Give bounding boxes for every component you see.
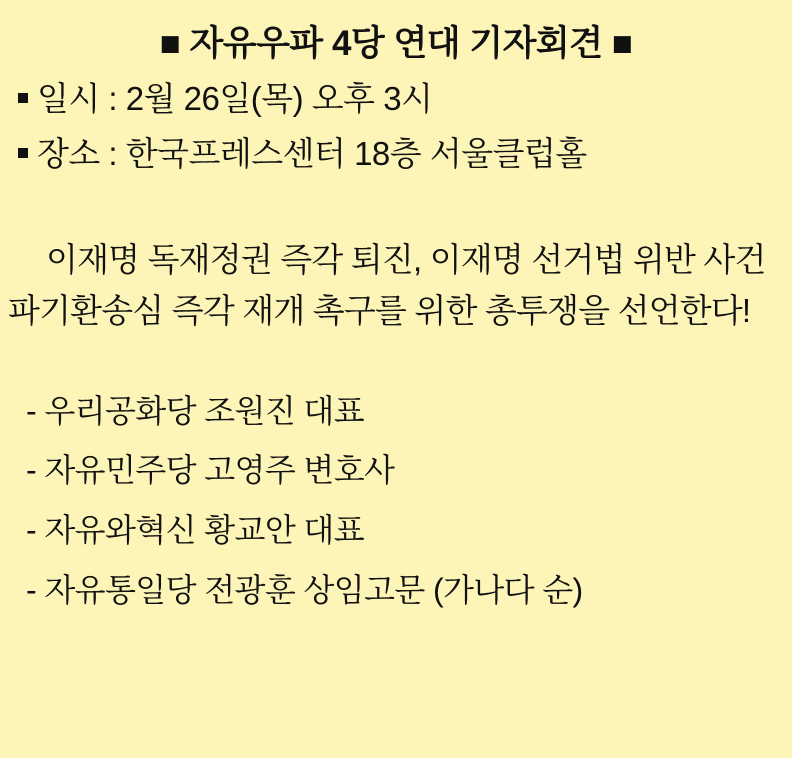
speaker-item-4: - 자유통일당 전광훈 상임고문 (가나다 순): [26, 571, 583, 608]
square-bullet-icon: [18, 148, 28, 158]
speaker-item-2: - 자유민주당 고영주 변호사: [26, 452, 395, 489]
poster-title: ■ 자유우파 4당 연대 기자회견 ■: [159, 24, 633, 63]
info-item-location-label: 장소 : 한국프레스센터 18층 서울클럽홀: [37, 134, 587, 172]
speaker-item-3: - 자유와혁신 황교안 대표: [26, 512, 365, 548]
speaker-item-1: - 우리공화당 조원진 대표: [26, 392, 365, 429]
spacer-above-speakers: [0, 336, 792, 382]
square-bullet-icon: [18, 93, 28, 103]
info-item-datetime-label: 일시 : 2월 26일(목) 오후 3시: [37, 79, 433, 117]
body-paragraph: 이재명 독재정권 즉각 퇴진, 이재명 선거법 위반 사건 파기환송심 즉각 재개 촉구를 위한 총투쟁을 선언한다!: [8, 240, 766, 329]
info-item-location: [0, 127, 792, 182]
spacer-above-body: [0, 182, 792, 234]
info-item-datetime: [0, 72, 792, 127]
